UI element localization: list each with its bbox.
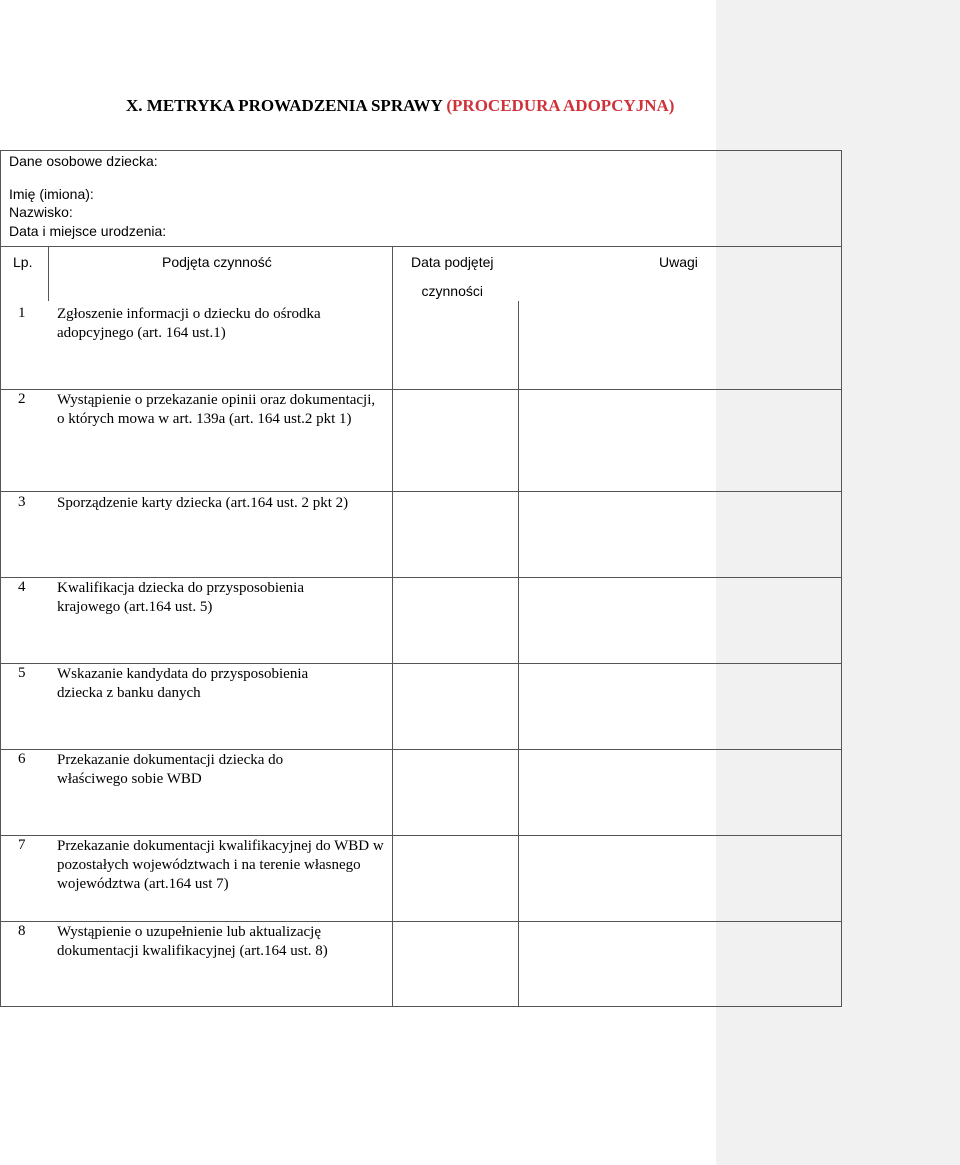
title-main: X. METRYKA PROWADZENIA SPRAWY <box>126 96 443 115</box>
row-1-action: Zgłoszenie informacji o dziecku do ośrodka adopcyjnego (art. 164 ust.1) <box>57 306 321 341</box>
header-lp: Lp. <box>13 254 33 270</box>
row-5-action: Wskazanie kandydata do przysposobienia dziecka z banku danych <box>57 666 309 701</box>
row-separator <box>0 663 842 664</box>
row-3-action: Sporządzenie karty dziecka (art.164 ust. 2 pkt 2) <box>57 495 349 511</box>
header-notes: Uwagi <box>659 254 698 270</box>
row-4-action: Kwalifikacja dziecka do przysposobienia krajowego (art.164 ust. 5) <box>57 580 304 615</box>
lp-column-divider <box>48 246 49 301</box>
row-6-action: Przekazanie dokumentacji dziecka do właściwego sobie WBD <box>57 752 284 787</box>
row-8-action: Wystąpienie o uzupełnienie lub aktualizację dokumentacji kwalifikacyjnej (art.164 ust. 8) <box>57 924 328 959</box>
header-top-border <box>0 246 842 247</box>
row-6-number: 6 <box>18 751 26 767</box>
row-7-number: 7 <box>18 837 26 853</box>
row-5-number: 5 <box>18 665 26 681</box>
header-date-line2: czynności <box>421 283 483 299</box>
header-date-line1: Data podjętej <box>411 254 494 270</box>
row-separator <box>0 835 842 836</box>
header-action: Podjęta czynność <box>162 254 272 270</box>
row-separator <box>0 491 842 492</box>
header-date <box>411 248 494 306</box>
row-separator <box>0 577 842 578</box>
row-8-number: 8 <box>18 923 26 939</box>
row-3-number: 3 <box>18 494 26 510</box>
surname-label: Nazwisko: <box>9 204 73 220</box>
birth-date-place-label: Data i miejsce urodzenia: <box>9 222 167 239</box>
date-column-divider <box>392 246 393 1007</box>
title-highlight: (PROCEDURA ADOPCYJNA) <box>446 96 675 115</box>
row-1-number: 1 <box>18 305 26 321</box>
row-separator <box>0 749 842 750</box>
row-4-number: 4 <box>18 579 26 595</box>
row-separator <box>0 389 842 390</box>
row-separator <box>0 921 842 922</box>
personal-data-heading: Dane osobowe dziecka: <box>9 153 158 169</box>
personal-data-section <box>9 152 166 240</box>
row-7-action: Przekazanie dokumentacji kwalifikacyjnej do WBD w pozostałych województwach i na terenie własnego województwa (art.164 ust 7) <box>57 838 384 892</box>
row-2-number: 2 <box>18 391 26 407</box>
document-title <box>126 96 674 116</box>
row-2-action: Wystąpienie o przekazanie opinii oraz dokumentacji, o których mowa w art. 139a (art. 164 ust.2 pkt 1) <box>57 392 376 427</box>
notes-column-divider <box>518 301 519 1007</box>
first-name-label: Imię (imiona): <box>9 185 94 202</box>
